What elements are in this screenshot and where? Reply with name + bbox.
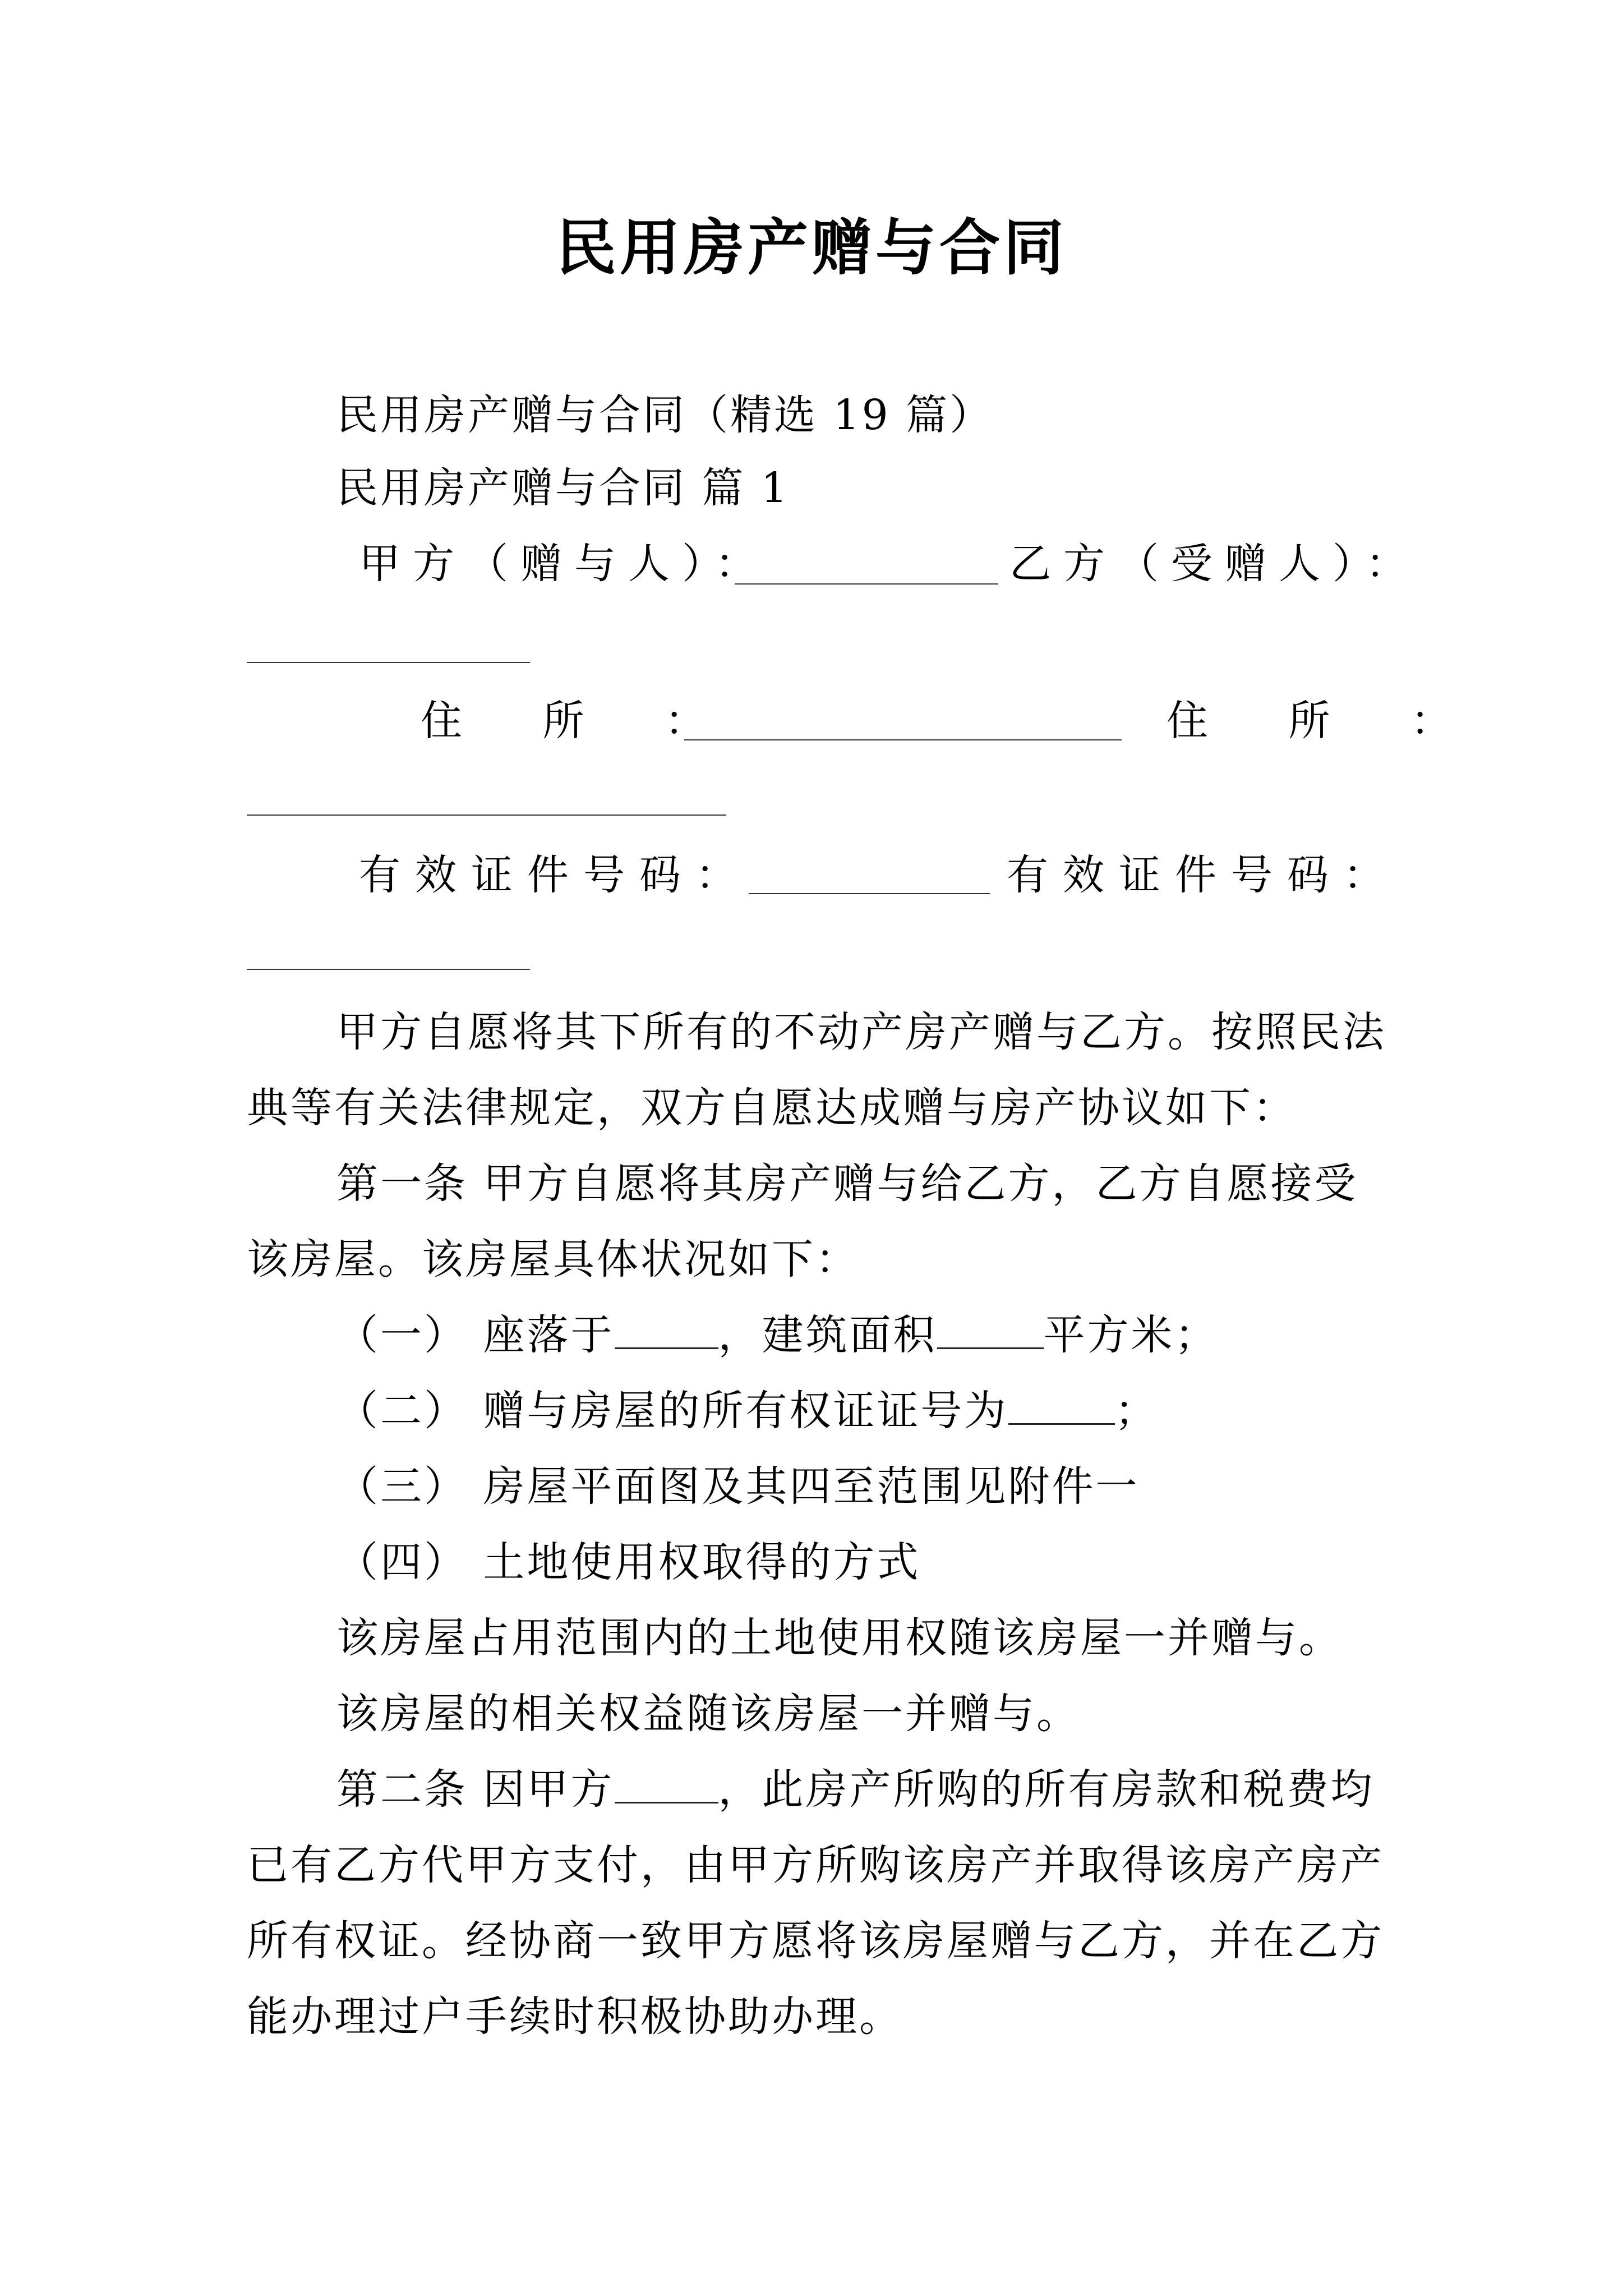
item-2-label: （二） 赠与房屋的所有权证证号为: [336, 1387, 1008, 1435]
para-3: 该房屋占用范围内的土地使用权随该房屋一并赠与。: [336, 1614, 1343, 1662]
id-a-blank: [749, 893, 990, 894]
item-1-unit: 平方米；: [1043, 1311, 1219, 1359]
subtitle: 民用房产赠与合同（精选 19 篇）: [336, 391, 994, 439]
para-5-start: 第二条 因甲方: [336, 1765, 615, 1814]
party-a-blank: [735, 583, 998, 585]
party-b-label: 乙方（受赠人）：: [1009, 540, 1419, 588]
item-4: （四） 土地使用权取得的方式: [336, 1538, 921, 1586]
para-2-line-1: 第一条 甲方自愿将其房产赠与给乙方，乙方自愿接受: [336, 1159, 1358, 1208]
para-5-line-4: 能办理过户手续时积极协助办理。: [247, 1993, 903, 2041]
id-a-label: 有效证件号码：: [359, 851, 751, 899]
page-title: 民用房产赠与合同: [555, 213, 1067, 283]
residence-b-label: 住 所 ：: [1166, 697, 1486, 745]
para-1-line-1: 甲方自愿将其下所有的不动产房产赠与乙方。按照民法: [336, 1008, 1386, 1056]
id-b-label: 有效证件号码：: [1007, 851, 1399, 899]
para-5-line-1: [336, 1761, 1375, 1818]
location-blank: [615, 1307, 718, 1349]
para-5-rest: ，此房产所购的所有房款和税费均: [718, 1765, 1375, 1814]
residence-a-label: 住 所 ：: [421, 697, 740, 745]
item-2: [336, 1383, 1159, 1439]
para-4: 该房屋的相关权益随该房屋一并赠与。: [336, 1690, 1080, 1738]
party-a-label: 甲方（赠与人）：: [359, 540, 769, 588]
para-5-line-3: 所有权证。经协商一致甲方愿将该房屋赠与乙方，并在乙方: [247, 1917, 1384, 1965]
para-5-line-2: 已有乙方代甲方支付，由甲方所购该房产并取得该房产房产: [247, 1841, 1384, 1889]
party-b-blank: [247, 662, 530, 663]
para-1-line-2: 典等有关法律规定，双方自愿达成赠与房产协议如下：: [247, 1084, 1297, 1132]
residence-b-blank: [247, 815, 726, 816]
item-2-end: ；: [1114, 1387, 1159, 1435]
item-1-area-label: ，建筑面积: [718, 1311, 937, 1359]
reason-blank: [615, 1761, 718, 1803]
item-1-location-label: （一） 座落于: [336, 1311, 615, 1359]
area-blank: [937, 1307, 1044, 1349]
id-b-blank: [247, 969, 530, 970]
para-2-line-2: 该房屋。该房屋具体状况如下：: [247, 1235, 859, 1283]
certificate-blank: [1008, 1383, 1115, 1425]
section-heading: 民用房产赠与合同 篇 1: [336, 464, 790, 512]
item-3: （三） 房屋平面图及其四至范围见附件一: [336, 1462, 1140, 1511]
item-1: [336, 1307, 1219, 1363]
residence-a-blank: [684, 739, 1122, 740]
